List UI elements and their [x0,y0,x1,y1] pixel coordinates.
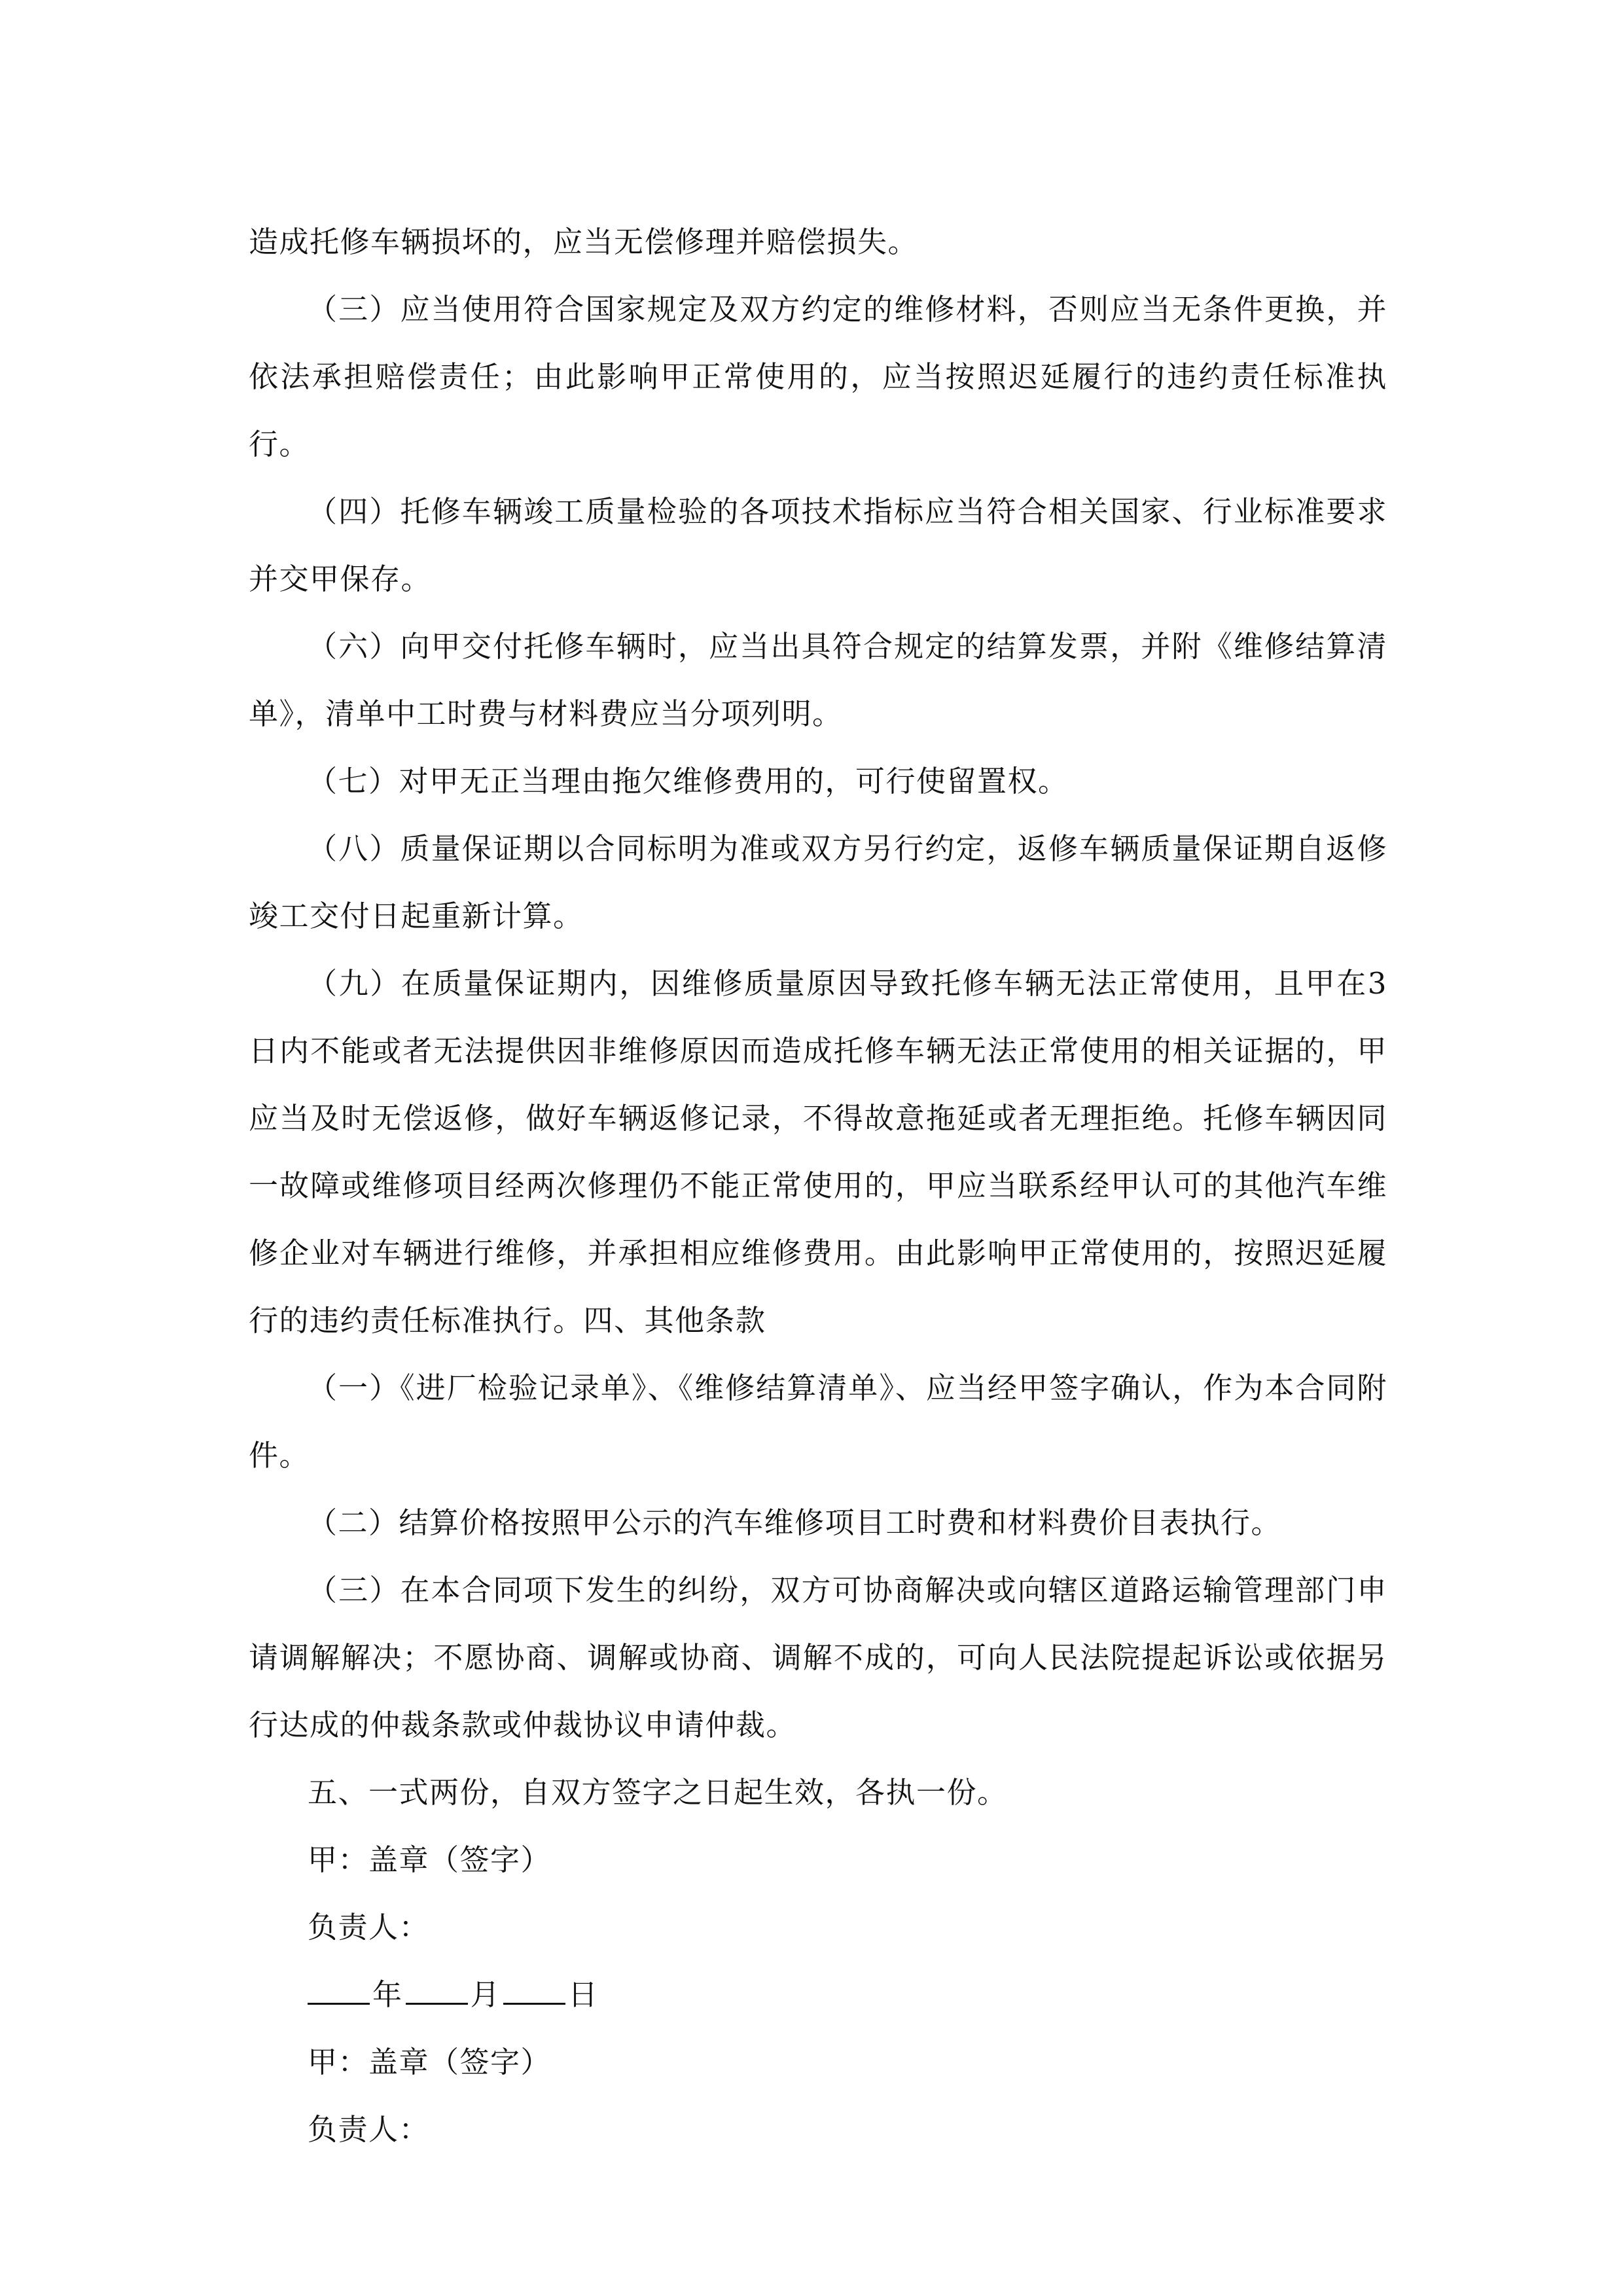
party1-responsible-person: 负责人： [308,1910,430,1945]
party2-seal-label: 甲：盖章（签字） [308,2045,552,2079]
clause-5-copies: 五、一式两份，自双方签字之日起生效，各执一份。 [308,1775,1008,1810]
clause-9-repair: （九）在质量保证期内，因维修质量原因导致托修车辆无法正常使用，且甲在3日内不能或者无法提供因非维修原因而造成托修车辆无法正常使用的相关证据的，甲应当及时无偿返修，做好车辆返修记录，不得故意拖延或者无理拒绝。托修车辆因同一故障或维修项目经两次修理仍不能正常使用的，甲应当联系经甲认可的其他汽车维修企业对车辆进行维修，并承担相应维修费用。由此影响甲正常使用的，按照迟延履行的违约责任标准执行。四、其他条款 [249,966,1387,1338]
clause-4-inspection: （四）托修车辆竣工质量检验的各项技术指标应当符合相关国家、行业标准要求并交甲保存。 [249,494,1387,596]
day-unit: 日 [568,1977,599,2012]
month-blank[interactable] [406,1969,468,2005]
clause-3-materials: （三）应当使用符合国家规定及双方约定的维修材料，否则应当无条件更换，并依法承担赔偿责任；由此影响甲正常使用的，应当按照迟延履行的违约责任标准执行。 [249,292,1387,461]
other-clause-2-pricing: （二）结算价格按照甲公示的汽车维修项目工时费和材料费价目表执行。 [308,1505,1282,1540]
clause-7-lien: （七）对甲无正当理由拖欠维修费用的，可行使留置权。 [308,764,1069,798]
other-clause-1-attachments: （一）《进厂检验记录单》、《维修结算清单》、应当经甲签字确认，作为本合同附件。 [249,1371,1387,1473]
year-blank[interactable] [308,1969,370,2005]
party2-responsible-person: 负责人： [308,2112,430,2147]
document-body [249,208,1387,2163]
month-unit: 月 [470,1977,501,2012]
day-blank[interactable] [503,1969,565,2005]
year-unit: 年 [372,1977,403,2012]
clause-8-warranty: （八）质量保证期以合同标明为准或双方另行约定，返修车辆质量保证期自返修竣工交付日起重新计算。 [249,831,1387,933]
party1-seal-label: 甲：盖章（签字） [308,1842,552,1877]
paragraph-continuation: 造成托修车辆损坏的，应当无偿修理并赔偿损失。 [249,224,919,259]
clause-6-invoice: （六）向甲交付托修车辆时，应当出具符合规定的结算发票，并附《维修结算清单》，清单中工时费与材料费应当分项列明。 [249,629,1387,731]
other-clause-3-disputes: （三）在本合同项下发生的纠纷，双方可协商解决或向辖区道路运输管理部门申请调解解决；不愿协商、调解或协商、调解不成的，可向人民法院提起诉讼或依据另行达成的仲裁条款或仲裁协议申请仲裁。 [249,1573,1387,1742]
signature-date [249,1961,1387,2028]
